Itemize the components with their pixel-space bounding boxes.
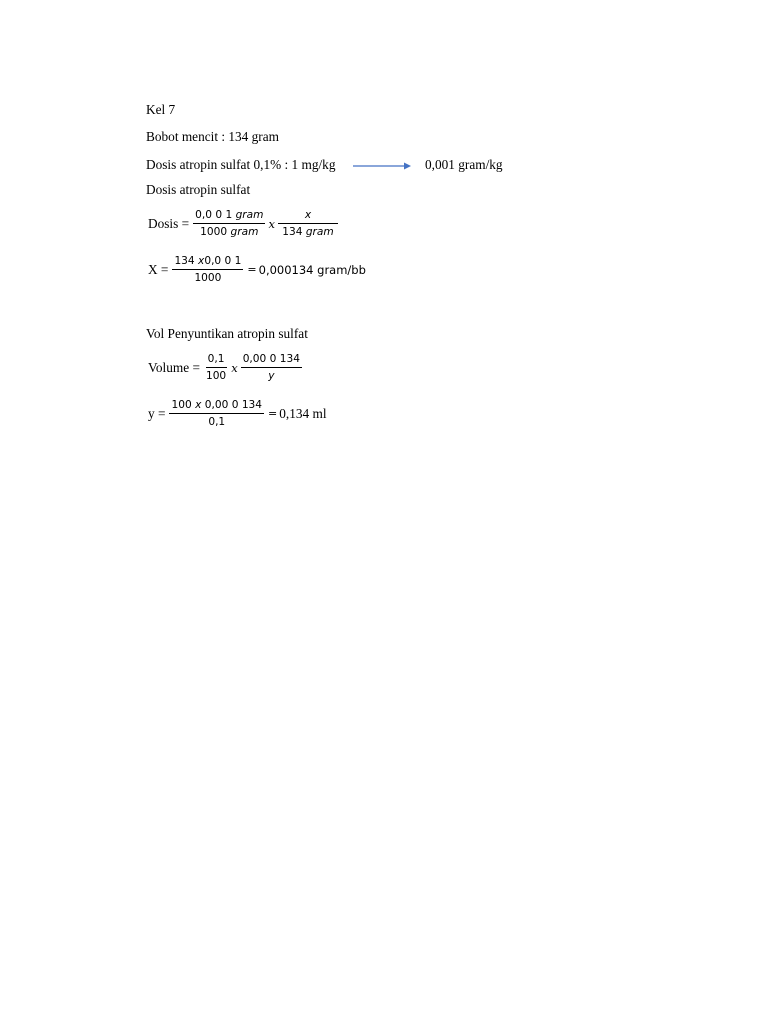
y-frac-num-b: 0,00 0 134 <box>204 399 263 411</box>
dose-fraction-1 <box>193 208 265 239</box>
dose-frac1-den-value: 1000 <box>200 226 228 238</box>
dose-converted-value: 0,001 gram/kg <box>425 157 503 172</box>
y-equation-lhs: y = <box>148 405 166 421</box>
x-frac-num-b: 0,0 0 1 <box>204 255 242 267</box>
x-equation <box>146 254 366 285</box>
volume-fraction-1 <box>204 352 228 383</box>
dose-frac1-den-unit: gram <box>230 226 259 238</box>
dose-spec-line: Dosis atropin sulfat 0,1% : 1 mg/kg <box>146 157 336 172</box>
y-fraction <box>169 398 264 429</box>
volume-frac2-num: 0,00 0 134 <box>242 353 300 365</box>
y-frac-num-times: x <box>195 399 202 411</box>
volume-frac2-den: y <box>268 370 275 382</box>
dose-frac1-num-value: 0,0 0 1 <box>195 209 233 221</box>
mouse-weight-line: Bobot mencit : 134 gram <box>146 129 279 144</box>
x-equals-sign: = <box>247 263 257 276</box>
x-frac-num-a: 134 <box>174 255 195 267</box>
x-result: 0,000134 gram/bb <box>258 262 366 277</box>
y-frac-den: 0,1 <box>208 416 226 428</box>
volume-equation <box>146 352 304 383</box>
volume-heading: Vol Penyuntikan atropin sulfat <box>146 326 308 341</box>
volume-frac1-num: 0,1 <box>207 353 225 365</box>
dose-frac2-den-unit: gram <box>305 226 334 238</box>
x-fraction <box>172 254 243 285</box>
y-result: 0,134 ml <box>279 405 327 421</box>
right-arrow-icon <box>353 160 413 172</box>
dose-fraction-2 <box>278 208 338 239</box>
y-frac-num-a: 100 <box>171 399 192 411</box>
volume-equation-lhs: Volume = <box>148 359 200 375</box>
dose-equation <box>146 208 340 239</box>
dose-frac2-num: x <box>304 209 312 221</box>
volume-fraction-2 <box>241 352 302 383</box>
dose-frac2-den-value: 134 <box>282 226 303 238</box>
volume-frac1-den: 100 <box>205 370 227 382</box>
y-equation <box>146 398 327 429</box>
dose-heading: Dosis atropin sulfat <box>146 182 251 197</box>
dose-frac1-num-unit: gram <box>235 209 264 221</box>
dose-times-sign: x <box>268 216 275 231</box>
x-frac-den: 1000 <box>194 272 222 284</box>
dose-equation-lhs: Dosis = <box>148 215 190 231</box>
x-equation-lhs: X = <box>148 261 169 277</box>
y-equals-sign: = <box>268 407 278 420</box>
volume-times-sign: x <box>231 360 238 375</box>
group-label: Kel 7 <box>146 102 176 117</box>
x-frac-num-times: x <box>198 255 205 267</box>
